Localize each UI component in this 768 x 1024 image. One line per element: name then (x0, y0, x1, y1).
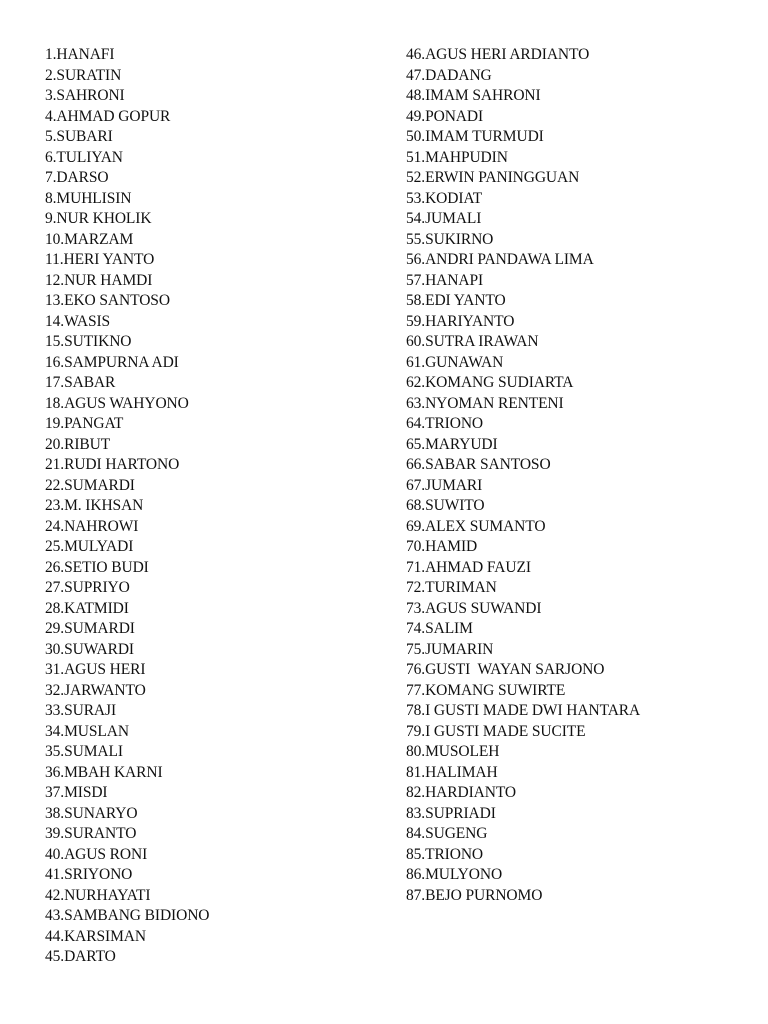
name-list-item: 26.SETIO BUDI (45, 558, 149, 576)
name-list-item: 24.NAHROWI (45, 517, 139, 535)
name-list-item: 21.RUDI HARTONO (45, 456, 180, 473)
name-list-item: 69.ALEX SUMANTO (406, 517, 546, 535)
name-list-item: 75.JUMARIN (406, 640, 494, 658)
name-list-column-left (45, 45, 209, 968)
name-list-item: 45.DARTO (45, 948, 116, 965)
name-list-item: 84.SUGENG (406, 825, 488, 842)
name-list-item: 85.TRIONO (406, 845, 484, 863)
name-list-item: 78.I GUSTI MADE DWI HANTARA (406, 702, 641, 719)
name-list-item: 82.HARDIANTO (406, 784, 517, 801)
name-list-item: 87.BEJO PURNOMO (406, 886, 543, 904)
name-list-item: 23.M. IKHSAN (45, 497, 144, 514)
name-list-item: 67.JUMARI (406, 476, 483, 494)
name-list-item: 51.MAHPUDIN (406, 148, 508, 166)
name-list-item: 28.KATMIDI (45, 599, 129, 617)
name-list-item: 10.MARZAM (45, 230, 134, 248)
name-list-item: 41.SRIYONO (45, 866, 133, 883)
name-list-item: 54.JUMALI (406, 210, 482, 227)
name-list-item: 72.TURIMAN (406, 579, 497, 596)
name-list-item: 16.SAMPURNA ADI (45, 353, 179, 371)
name-list-item: 86.MULYONO (406, 866, 503, 883)
name-list-item: 53.KODIAT (406, 189, 483, 207)
name-list-item: 46.AGUS HERI ARDIANTO (406, 46, 590, 63)
name-list-item: 83.SUPRIADI (406, 804, 496, 822)
name-list-item: 19.PANGAT (45, 415, 124, 432)
name-list-column-right (406, 45, 640, 906)
name-list-item: 57.HANAPI (406, 271, 484, 289)
name-list-item: 76.GUSTI WAYAN SARJONO (406, 661, 605, 678)
name-list-item: 63.NYOMAN RENTENI (406, 394, 564, 412)
name-list-item: 74.SALIM (406, 620, 473, 637)
name-list-item: 32.JARWANTO (45, 681, 146, 699)
name-list-item: 43.SAMBANG BIDIONO (45, 907, 210, 924)
name-list-item: 65.MARYUDI (406, 435, 498, 453)
name-list-item: 48.IMAM SAHRONI (406, 87, 541, 104)
name-list-item: 3.SAHRONI (45, 87, 125, 104)
name-list-item: 13.EKO SANTOSO (45, 292, 170, 309)
name-list-item: 44.KARSIMAN (45, 927, 146, 945)
name-list-item: 34.MUSLAN (45, 722, 129, 740)
name-list-item: 60.SUTRA IRAWAN (406, 333, 539, 350)
name-list-item: 50.IMAM TURMUDI (406, 128, 544, 145)
name-list-item: 58.EDI YANTO (406, 292, 506, 309)
name-list-item: 22.SUMARDI (45, 476, 135, 494)
name-list-item: 81.HALIMAH (406, 763, 498, 781)
name-list-item: 42.NURHAYATI (45, 886, 151, 904)
name-list-item: 15.SUTIKNO (45, 333, 132, 350)
name-list-item: 68.SUWITO (406, 497, 485, 514)
name-list-item: 33.SURAJI (45, 702, 117, 719)
name-list-item: 36.MBAH KARNI (45, 763, 163, 781)
name-list-item: 2.SURATIN (45, 66, 122, 84)
name-list-item: 59.HARIYANTO (406, 312, 515, 330)
name-list-item: 47.DADANG (406, 66, 492, 84)
name-list-item: 20.RIBUT (45, 435, 111, 453)
name-list-item: 56.ANDRI PANDAWA LIMA (406, 251, 594, 268)
name-list-item: 11.HERI YANTO (45, 251, 155, 268)
name-list-item: 55.SUKIRNO (406, 230, 494, 248)
name-list-item: 71.AHMAD FAUZI (406, 558, 531, 576)
name-list-item: 31.AGUS HERI (45, 661, 146, 678)
name-list-item: 8.MUHLISIN (45, 189, 132, 207)
name-list-item: 49.PONADI (406, 107, 484, 125)
name-list-item: 37.MISDI (45, 784, 108, 801)
name-list-item: 52.ERWIN PANINGGUAN (406, 169, 580, 186)
name-list-item: 12.NUR HAMDI (45, 271, 153, 289)
name-list-item: 17.SABAR (45, 374, 116, 391)
name-list-item: 5.SUBARI (45, 128, 113, 145)
name-list-item: 6.TULIYAN (45, 148, 123, 166)
name-list-item: 73.AGUS SUWANDI (406, 599, 542, 617)
name-list-item: 29.SUMARDI (45, 620, 135, 637)
name-list-item: 27.SUPRIYO (45, 579, 130, 596)
name-list-item: 80.MUSOLEH (406, 743, 500, 760)
name-list-item: 64.TRIONO (406, 415, 484, 432)
name-list-item: 14.WASIS (45, 312, 111, 330)
name-list-item: 61.GUNAWAN (406, 353, 504, 371)
name-list-item: 62.KOMANG SUDIARTA (406, 374, 574, 391)
name-list-item: 9.NUR KHOLIK (45, 210, 152, 227)
name-list-item: 66.SABAR SANTOSO (406, 456, 551, 473)
name-list-item: 7.DARSO (45, 169, 109, 186)
name-list-item: 70.HAMID (406, 538, 478, 555)
name-list-item: 38.SUNARYO (45, 804, 138, 822)
name-list-item: 4.AHMAD GOPUR (45, 107, 171, 125)
name-list-item: 18.AGUS WAHYONO (45, 394, 189, 412)
name-list-item: 1.HANAFI (45, 46, 115, 63)
name-list-item: 77.KOMANG SUWIRTE (406, 681, 566, 699)
name-list-item: 30.SUWARDI (45, 640, 134, 658)
name-list-item: 79.I GUSTI MADE SUCITE (406, 722, 586, 740)
name-list-item: 25.MULYADI (45, 538, 134, 555)
name-list-item: 35.SUMALI (45, 743, 123, 760)
name-list-item: 39.SURANTO (45, 825, 137, 842)
name-list-item: 40.AGUS RONI (45, 845, 148, 863)
